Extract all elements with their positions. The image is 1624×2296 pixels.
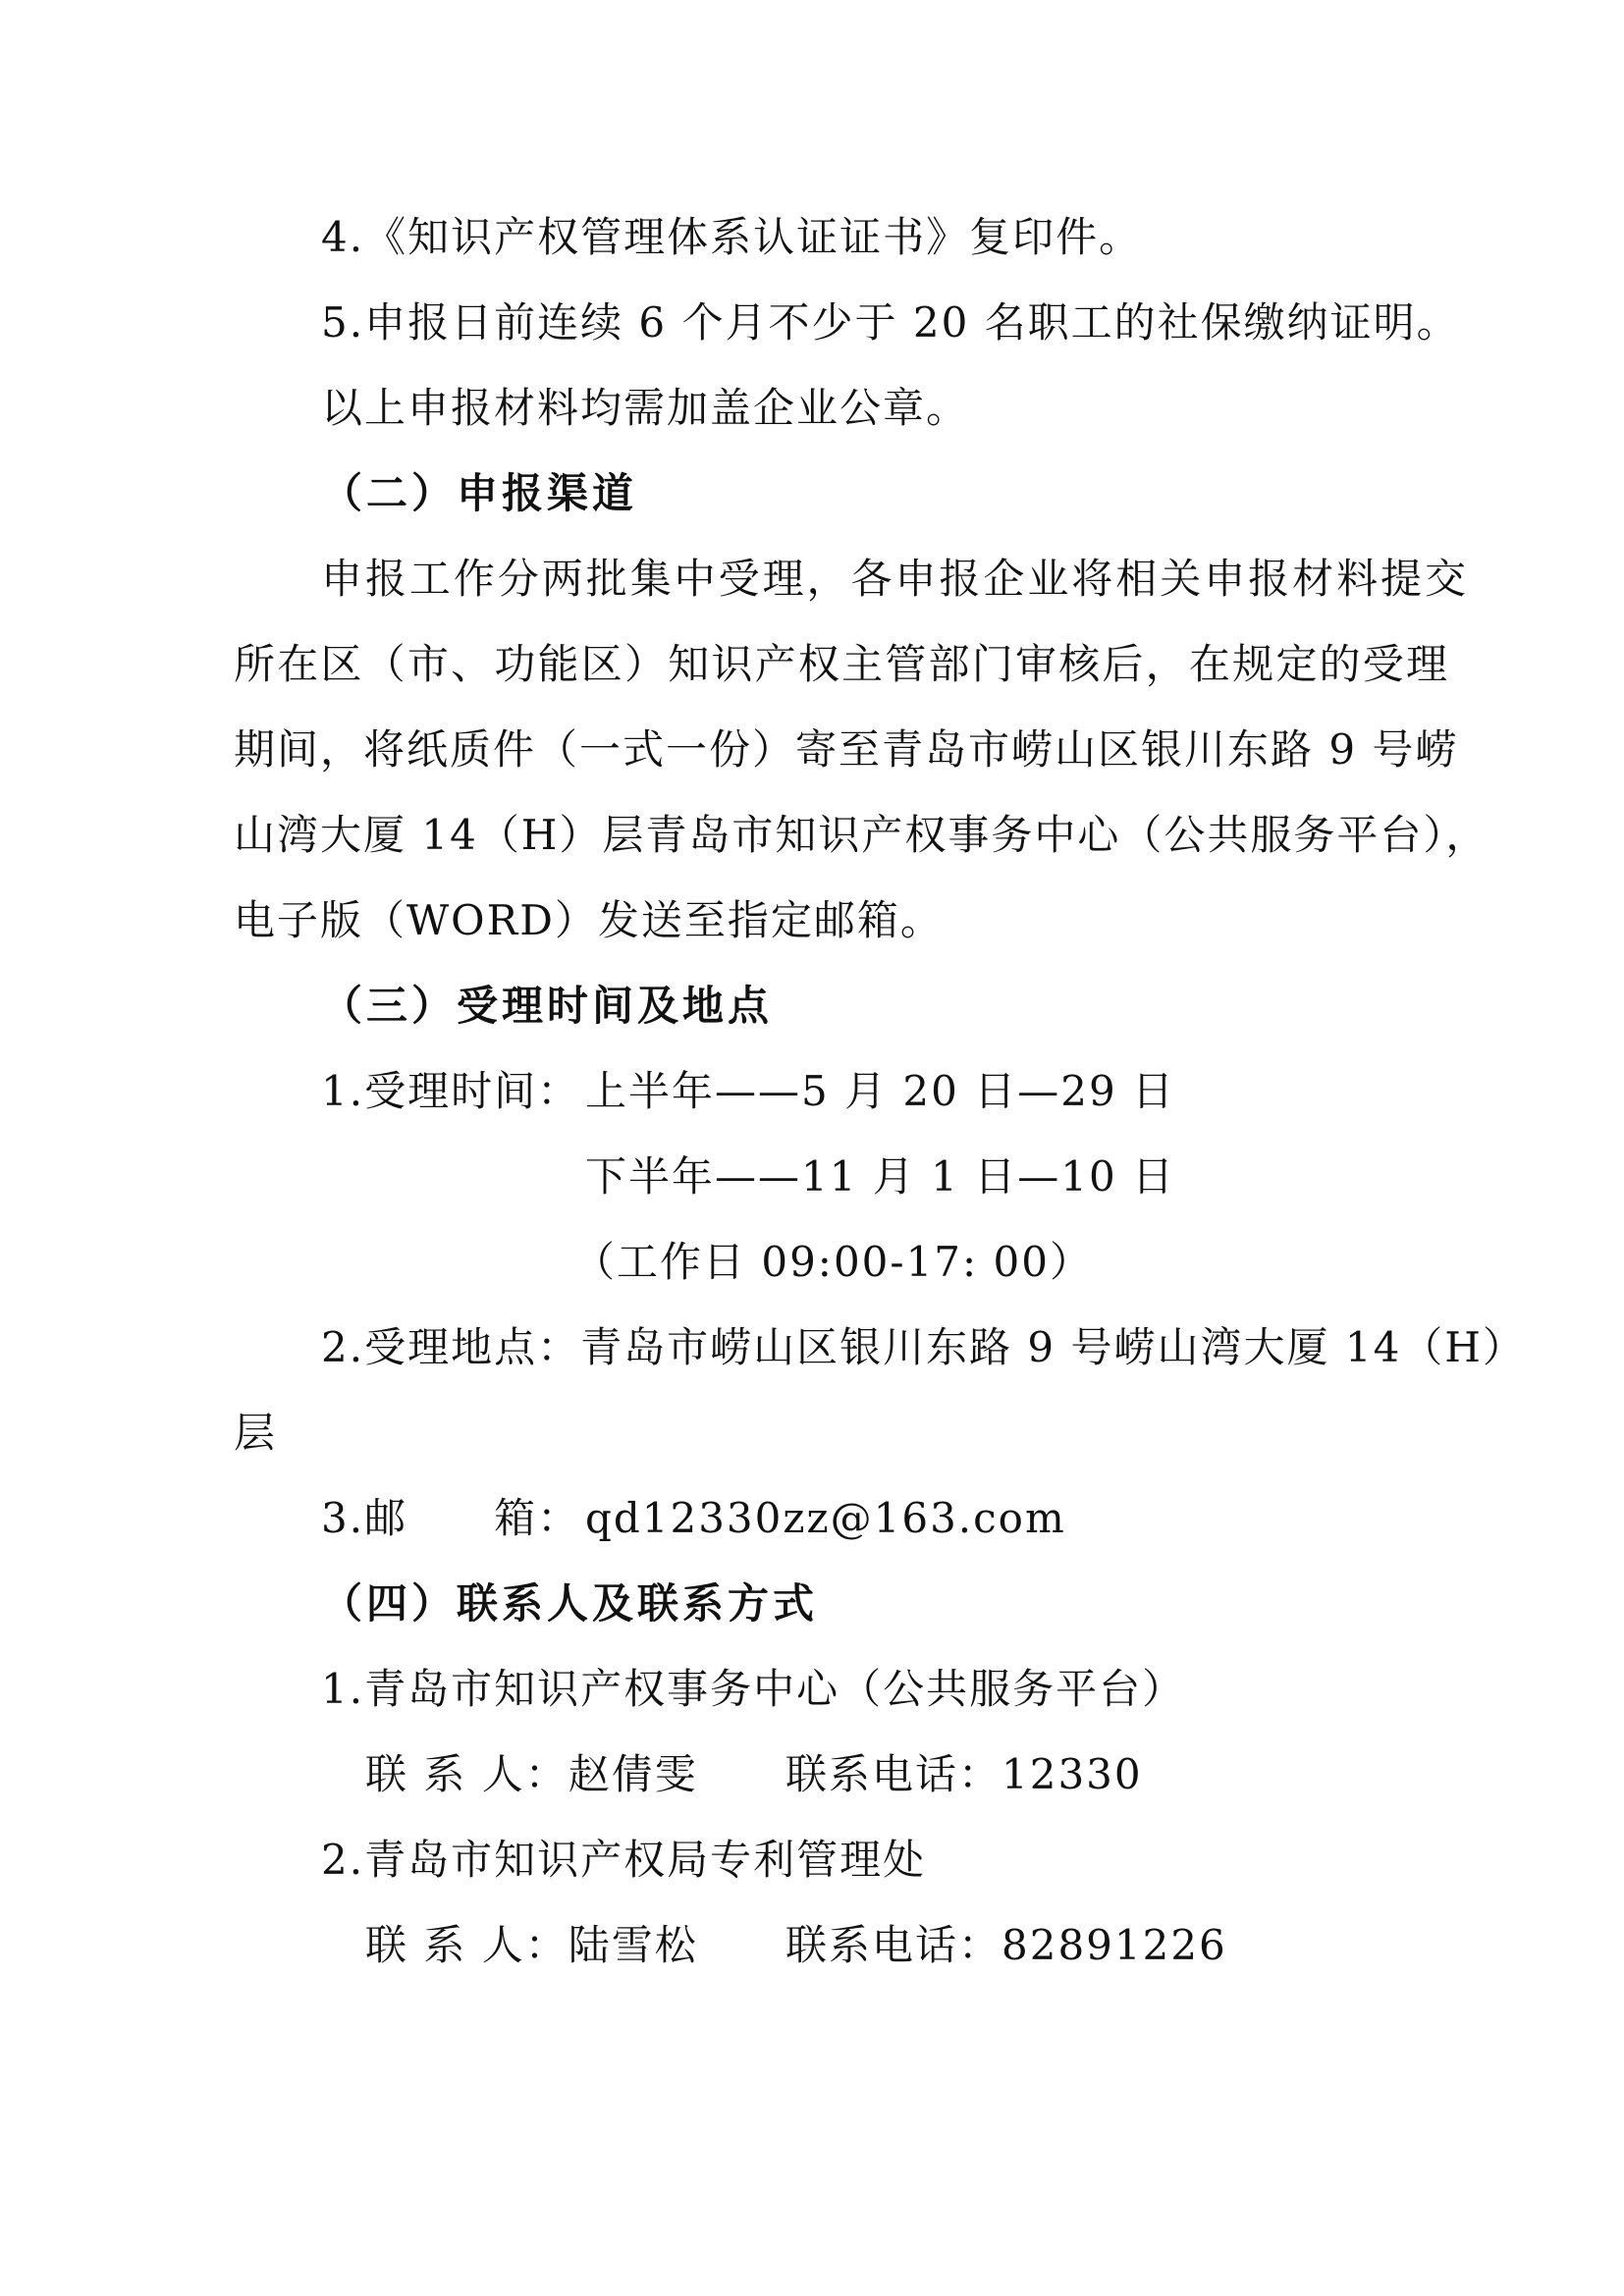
channels-paragraph-line-4: 山湾大厦 14（H）层青岛市知识产权事务中心（公共服务平台）， <box>234 811 1489 859</box>
material-item-4: 4.《知识产权管理体系认证证书》复印件。 <box>321 213 1143 261</box>
contact-org-1: 1.青岛市知识产权事务中心（公共服务平台） <box>321 1665 1186 1713</box>
place-line-wrap: 层 <box>234 1409 278 1457</box>
section-heading-contacts: （四）联系人及联系方式 <box>321 1579 819 1628</box>
stamp-note: 以上申报材料均需加盖企业公章。 <box>321 384 970 432</box>
contact-person-1: 联 系 人：赵倩雯 <box>365 1750 698 1798</box>
section-heading-time-place: （三）受理时间及地点 <box>321 982 774 1030</box>
email-address: qd12330zz@163.com <box>585 1494 1066 1542</box>
work-hours: （工作日 09:00-17: 00） <box>573 1238 1093 1286</box>
time-second-half: 下半年——11 月 1 日—10 日 <box>585 1152 1176 1201</box>
material-item-5: 5.申报日前连续 6 个月不少于 20 名职工的社保缴纳证明。 <box>321 298 1460 347</box>
email-label: 3.邮 箱： <box>321 1494 581 1542</box>
channels-paragraph-line-2: 所在区（市、功能区）知识产权主管部门审核后，在规定的受理 <box>234 640 1449 688</box>
channels-paragraph-line-3: 期间，将纸质件（一式一份）寄至青岛市崂山区银川东路 9 号崂 <box>234 725 1459 774</box>
channels-paragraph-line-1: 申报工作分两批集中受理，各申报企业将相关申报材料提交 <box>321 555 1468 603</box>
contact-org-2: 2.青岛市知识产权局专利管理处 <box>321 1836 927 1884</box>
section-heading-channels: （二）申报渠道 <box>321 469 638 517</box>
channels-paragraph-line-5: 电子版（WORD）发送至指定邮箱。 <box>234 896 944 944</box>
place-line: 2.受理地点：青岛市崂山区银川东路 9 号崂山湾大厦 14（H） <box>321 1323 1526 1371</box>
contact-phone-2: 联系电话：82891226 <box>785 1921 1227 1969</box>
contact-person-2: 联 系 人：陆雪松 <box>365 1921 698 1969</box>
time-first-half: 上半年——5 月 20 日—29 日 <box>585 1067 1176 1115</box>
contact-phone-1: 联系电话：12330 <box>785 1750 1143 1798</box>
time-label: 1.受理时间： <box>321 1067 581 1115</box>
